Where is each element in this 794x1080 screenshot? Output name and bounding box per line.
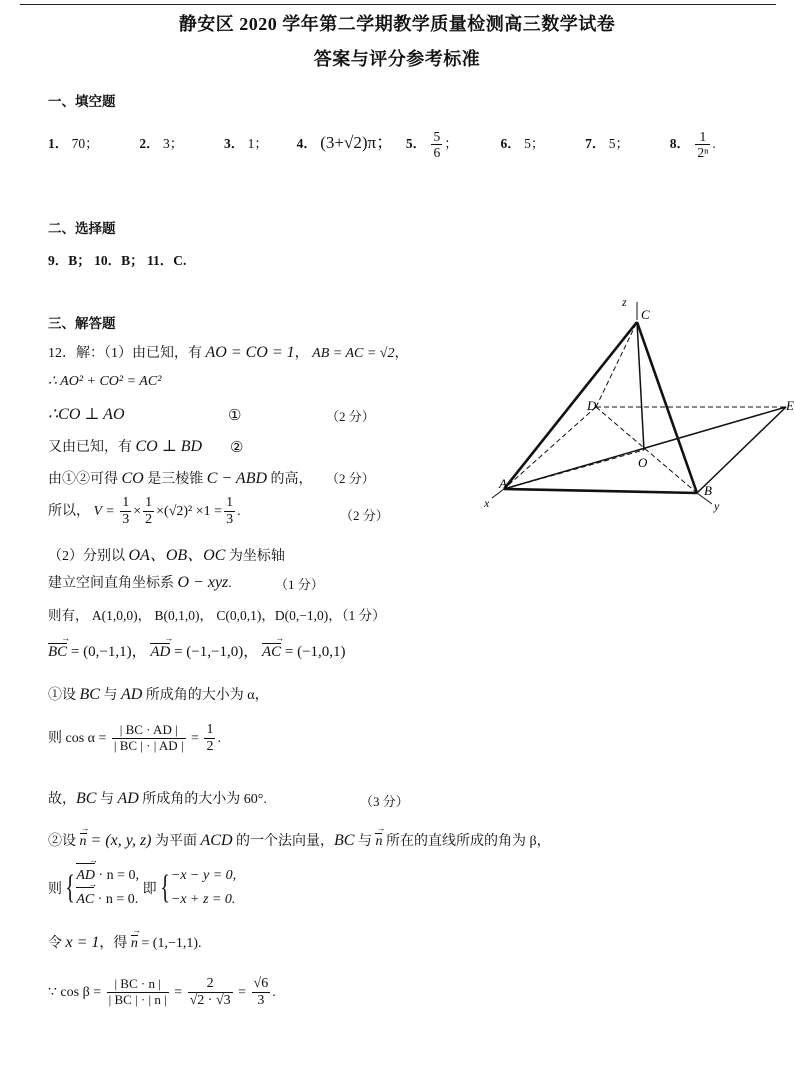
solution-line-1: 12．解：（1）由已知，有 AO = CO = 1， AB = AC = √2， [48,344,409,361]
q6-answer: 5； [524,136,545,151]
q1-answer: 70； [71,136,99,151]
score-line-6: （2 分） [340,508,389,523]
top-rule [20,4,776,5]
label-y: y [714,499,720,513]
q7-answer: 5； [608,136,629,151]
q7-number: 7． [585,136,606,151]
solution-line-8: 建立空间直角坐标系 O − xyz. [48,574,232,591]
marker-2: ② [230,440,244,456]
solution-line-6: 所以， V = $\frac{1}{3}$ × $\frac{1}{2}$ ×(√2)² ×1 = $\frac{1}{3}$ . [48,495,241,528]
q6-number: 6． [500,136,521,151]
section-choice-heading: 二、选择题 [48,221,116,236]
q5-answer-fraction: $\frac{5}{6}$ [433,128,441,161]
solution-line-14: ②设 → n = (x, y, z) 为平面 ACD 的一个法向量，BC 与 → n 所在的直线所成的角为 β， [48,830,551,850]
solution-line-13: 故，BC 与 AD 所成角的大小为 60°. [48,790,267,807]
solution-line-9: 则有， A(1,0,0)， B(0,1,0)， C(0,0,1)，D(0,−1,0)，（1 分） [48,608,386,623]
q2-number: 2． [139,136,160,151]
solution-line-12: 则 cos α = $\frac{| BC \cdot AD |}{| BC | \cdot | AD |}$ = $\frac{1}{2}$ . [48,722,221,755]
q4-answer: (3+√2)π； [320,133,394,152]
q8-number: 8． [669,136,690,151]
edge-DA [504,407,596,489]
q3-number: 3． [224,136,245,151]
label-A: A [499,476,507,491]
solution-line-4: 又由已知，有 CO ⊥ BD [48,438,203,455]
score-line-3: （2 分） [326,409,375,424]
score-line-13: （3 分） [360,794,409,809]
q3-answer: 1； [247,136,268,151]
score-line-8: （1 分） [275,577,324,592]
pyramid-figure [478,292,794,518]
solution-line-2: ∴ AO² + CO² = AC² [48,374,162,389]
fill-blank-answers: 1． 70； 2． 3； 3． 1； 4． (3+√2)π； 5． $\frac{5}{6}$ ； 6． 5； 7． 5； 8． $\frac{1}{\text{2ⁿ}}$ . [48,128,716,161]
section-solution-heading: 三、解答题 [48,316,116,331]
label-z: z [622,295,627,309]
document-title: 静安区 2020 学年第二学期教学质量检测高三数学试卷 [178,14,616,34]
solution-line-16: 令 x = 1，得 → n = (1,−1,1). [48,932,202,952]
choice-answers: 9．B； 10．B； 11．C. [48,253,187,268]
edge-AC [504,322,637,489]
solution-line-7: （2）分别以 OA、OB、OC 为坐标轴 [48,547,285,564]
label-C: C [641,307,650,322]
label-E: E [786,398,794,413]
q2-answer: 3； [163,136,184,151]
solution-line-10: → BC = (0,−1,1)， → AD = (−1,−1,0)， → AC = (−1,0,1) [48,640,346,661]
section-fill-blank-heading: 一、填空题 [48,94,116,109]
label-O: O [638,455,648,470]
solution-line-11: ①设 BC 与 AD 所成角的大小为 α， [48,686,269,703]
solution-line-15: 则{→ AD · n = 0, → AC · n = 0. 即{−x − y = 0, −x + z = 0. [48,864,236,912]
solution-line-17: ∵ cos β = $\frac{| BC \cdot n |}{| BC | \cdot | n |}$ = $\frac{2}{√2 \cdot √3}$ = $\frac{√6}{3}$ . [48,976,276,1009]
q4-number: 4． [296,136,317,151]
edge-AB [504,489,697,493]
q1-number: 1． [48,136,69,151]
label-D: D [587,398,597,413]
document-subtitle: 答案与评分参考标准 [313,49,481,69]
label-x: x [484,496,490,510]
marker-1: ① [228,408,242,424]
solution-line-5: 由①②可得 CO 是三棱锥 C − ABD 的高， （2 分） [48,470,375,487]
label-B: B [704,483,712,498]
q5-number: 5． [405,136,427,151]
solution-line-3: ∴CO ⊥ AO [48,406,125,423]
q8-answer-fraction: $\frac{1}{\text{2ⁿ}}$ [697,128,709,161]
